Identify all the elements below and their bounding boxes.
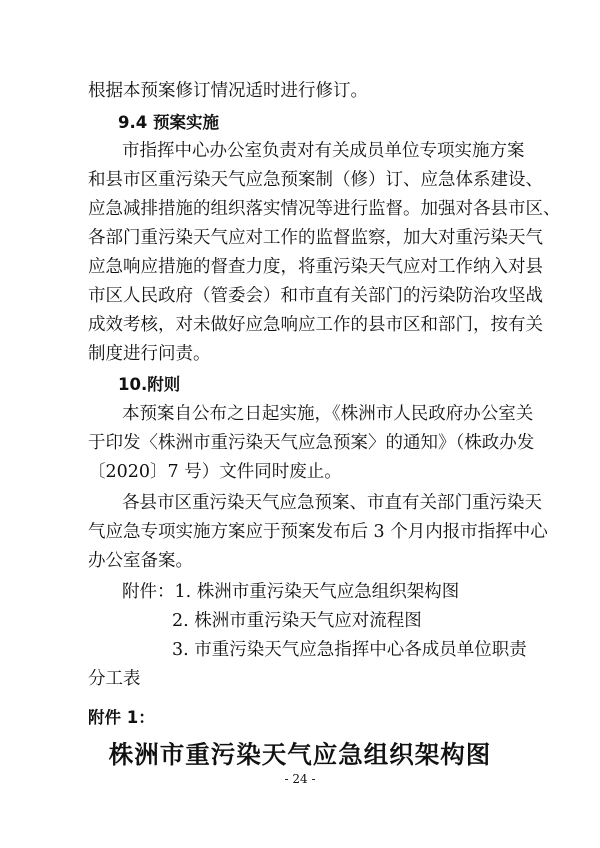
body-line: 气应急专项实施方案应于预案发布后 3 个月内报市指挥中心 — [88, 522, 548, 542]
body-line: 于印发〈株洲市重污染天气应急预案〉的通知》（株政办发 — [88, 433, 535, 453]
body-line: 本预案自公布之日起实施，《株洲市人民政府办公室关 — [122, 404, 534, 424]
body-line: 应急响应措施的督查力度，将重污染天气应对工作纳入对县 — [88, 257, 543, 277]
page-number: - 24 - — [284, 772, 316, 786]
body-line: 成效考核，对未做好应急响应工作的县市区和部门，按有关 — [88, 315, 543, 335]
attachment-list-item: 分工表 — [88, 669, 141, 689]
body-line: 〔2020〕7 号）文件同时废止。 — [88, 462, 342, 482]
body-line: 制度进行问责。 — [88, 344, 211, 364]
attachment-list-item: 附件：1. 株洲市重污染天气应急组织架构图 — [122, 582, 460, 602]
figure-title: 株洲市重污染天气应急组织架构图 — [108, 740, 492, 769]
body-line: 市指挥中心办公室负责对有关成员单位专项实施方案 — [122, 141, 525, 161]
attachment-label: 附件 1： — [88, 708, 155, 727]
section-heading: 9.4 预案实施 — [118, 113, 219, 132]
attachment-list-item: 3. 市重污染天气应急指挥中心各成员单位职责 — [172, 640, 527, 660]
attachment-list-item: 2. 株洲市重污染天气应对流程图 — [172, 611, 422, 631]
body-line: 市区人民政府（管委会）和市直有关部门的污染防治攻坚战 — [88, 286, 543, 306]
section-heading: 10.附则 — [118, 375, 181, 394]
body-line: 各部门重污染天气应对工作的监督监察，加大对重污染天气 — [88, 228, 543, 248]
body-line: 应急减排措施的组织落实情况等进行监督。加强对各县市区、 — [88, 199, 561, 219]
body-line: 和县市区重污染天气应急预案制（修）订、应急体系建设、 — [88, 170, 543, 190]
body-line: 办公室备案。 — [88, 551, 193, 571]
body-line: 各县市区重污染天气应急预案、市直有关部门重污染天 — [122, 493, 542, 513]
body-line: 根据本预案修订情况适时进行修订。 — [88, 81, 368, 101]
